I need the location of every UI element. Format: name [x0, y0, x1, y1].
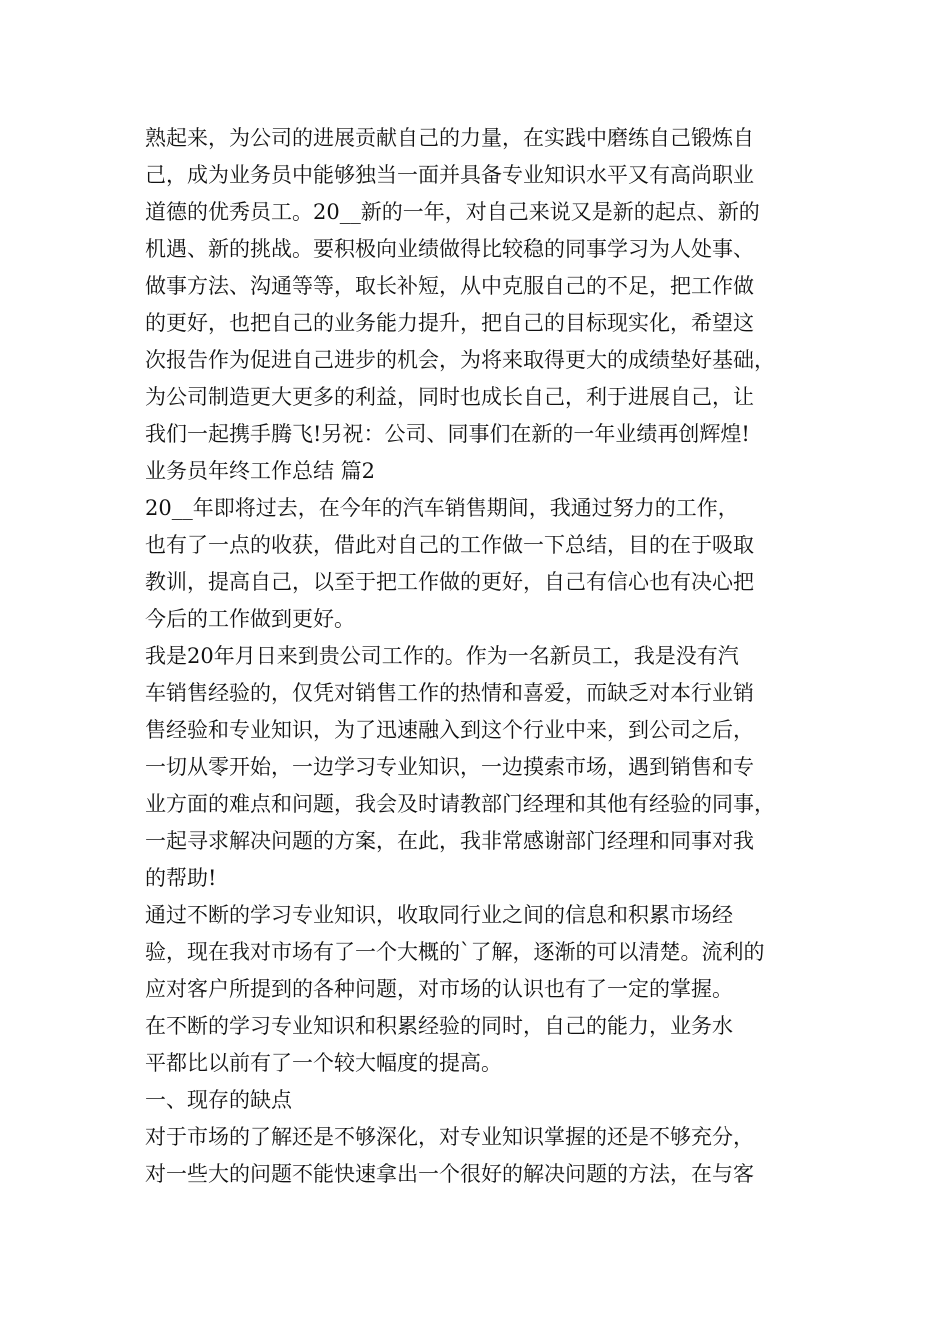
text-line: 做事方法、沟通等等，取长补短，从中克服自己的不足，把工作做	[145, 274, 754, 298]
text-line: 一切从零开始，一边学习专业知识，一边摸索市场，遇到销售和专	[145, 755, 754, 779]
text-line: 业方面的难点和问题，我会及时请教部门经理和其他有经验的同事，	[145, 792, 775, 816]
subsection-heading: 一、现存的缺点	[145, 1088, 292, 1112]
text-line: 车销售经验的，仅凭对销售工作的热情和喜爱，而缺乏对本行业销	[145, 681, 754, 705]
text-line: 我是20年月日来到贵公司工作的。作为一名新员工，我是没有汽	[145, 644, 739, 668]
text-line: 熟起来，为公司的进展贡献自己的力量，在实践中磨练自己锻炼自	[145, 126, 754, 150]
text-line: 道德的优秀员工。20__新的一年，对自己来说又是新的起点、新的	[145, 200, 760, 224]
text-line: 我们一起携手腾飞!另祝：公司、同事们在新的一年业绩再创辉煌!	[145, 422, 750, 446]
text-line: 次报告作为促进自己进步的机会，为将来取得更大的成绩垫好基础，	[145, 348, 775, 372]
text-line: 平都比以前有了一个较大幅度的提高。	[145, 1051, 502, 1075]
section-heading: 业务员年终工作总结 篇2	[145, 459, 376, 483]
text-line: 应对客户所提到的各种问题，对市场的认识也有了一定的掌握。	[145, 977, 733, 1001]
text-line: 的帮助!	[145, 866, 217, 890]
text-line: 今后的工作做到更好。	[145, 607, 355, 631]
text-line: 一起寻求解决问题的方案，在此，我非常感谢部门经理和同事对我	[145, 829, 754, 853]
text-line: 验，现在我对市场有了一个大概的`了解，逐渐的可以清楚。流利的	[145, 940, 765, 964]
text-line: 售经验和专业知识，为了迅速融入到这个行业中来，到公司之后，	[145, 718, 754, 742]
document-body	[145, 120, 810, 1193]
text-line: 对于市场的了解还是不够深化，对专业知识掌握的还是不够充分，	[145, 1125, 754, 1149]
text-line: 20__年即将过去，在今年的汽车销售期间，我通过努力的工作，	[145, 496, 739, 520]
text-line: 机遇、新的挑战。要积极向业绩做得比较稳的同事学习为人处事、	[145, 237, 754, 261]
text-line: 在不断的学习专业知识和积累经验的同时，自己的能力，业务水	[145, 1014, 733, 1038]
text-line: 对一些大的问题不能快速拿出一个很好的解决问题的方法，在与客	[145, 1162, 754, 1186]
text-line: 也有了一点的收获，借此对自己的工作做一下总结，目的在于吸取	[145, 533, 754, 557]
text-line: 教训，提高自己，以至于把工作做的更好，自己有信心也有决心把	[145, 570, 754, 594]
text-line: 为公司制造更大更多的利益，同时也成长自己，利于进展自己，让	[145, 385, 754, 409]
text-line: 己，成为业务员中能够独当一面并具备专业知识水平又有高尚职业	[145, 163, 754, 187]
text-line: 通过不断的学习专业知识，收取同行业之间的信息和积累市场经	[145, 903, 733, 927]
text-line: 的更好，也把自己的业务能力提升，把自己的目标现实化，希望这	[145, 311, 754, 335]
